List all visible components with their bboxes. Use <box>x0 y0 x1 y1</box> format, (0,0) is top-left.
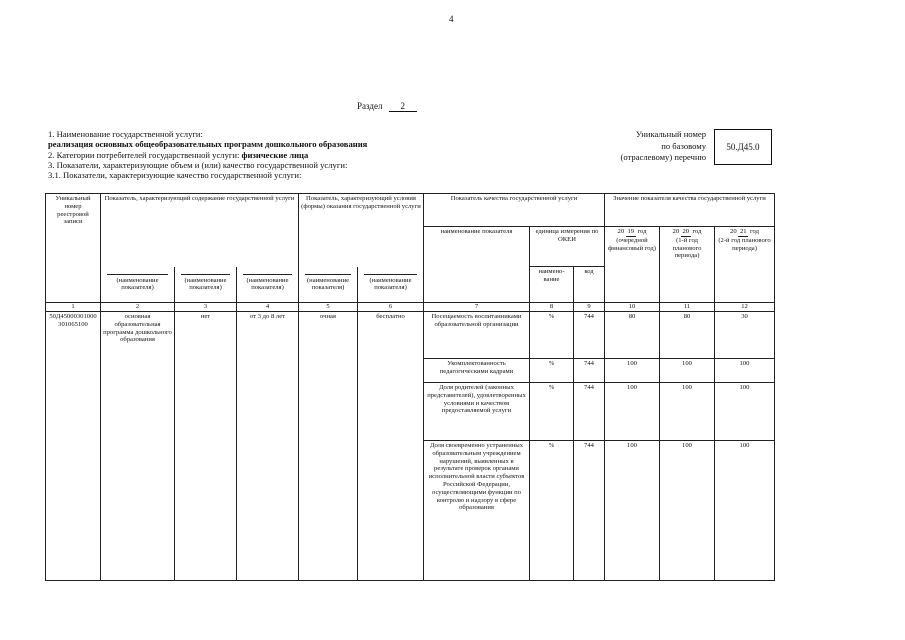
header-sub-indicator <box>358 267 424 303</box>
year-2-caption: (1-й год планового периода) <box>672 236 702 260</box>
column-number: 2 <box>101 303 175 312</box>
section-number: 2 <box>389 101 417 112</box>
column-number: 9 <box>574 303 605 312</box>
consumer-category-label: 2. Категории потребителей государственной услуги: <box>48 149 242 160</box>
header-unit: единица измерения по ОКЕИ <box>530 227 605 267</box>
header-year-1 <box>605 227 660 303</box>
indicator-name: Укомплектованность педагогическими кадрами <box>424 359 530 383</box>
year-3-prefix: 20 <box>730 228 737 235</box>
table-row <box>46 312 775 359</box>
indicator-value-y2: 100 <box>660 383 715 441</box>
page-number: 4 <box>449 14 454 24</box>
header-content-spacer <box>101 227 299 267</box>
year-1-caption: (очередной финансовый год) <box>608 236 656 252</box>
unique-line-1: Уникальный номер <box>635 129 706 139</box>
record-content-1: основная образовательная программа дошкольного образования <box>101 312 175 581</box>
section-heading <box>357 101 417 112</box>
indicator-value-y3: 100 <box>715 441 775 581</box>
column-number: 4 <box>237 303 299 312</box>
header-condition-indicator: Показатель, характеризующий условия (формы) оказания государственной услуги <box>299 194 424 227</box>
indicator-name: Посещаемость воспитанниками образовательной организации <box>424 312 530 359</box>
service-name-value: реализация основных общеобразовательных программ дошкольного образования <box>48 139 368 150</box>
indicator-code: 744 <box>574 383 605 441</box>
year-1-suffix: год <box>637 228 647 235</box>
header-sub-indicator <box>237 267 299 303</box>
unique-line-3: (отраслевому) перечню <box>620 152 706 162</box>
record-code: 50Д45000301000301065100 <box>46 312 101 581</box>
consumer-category-value: физические лица <box>241 149 309 160</box>
indicator-value-y1: 80 <box>605 312 660 359</box>
indicator-unit: % <box>530 441 574 581</box>
indicator-unit: % <box>530 312 574 359</box>
consumer-category-line <box>48 150 367 160</box>
sub-label: (наименование показателя) <box>116 276 159 292</box>
header-indicator-name: наименование показателя <box>424 227 530 303</box>
indicator-code: 744 <box>574 312 605 359</box>
column-number: 3 <box>175 303 237 312</box>
sub-label: (наименование показателя) <box>246 276 289 292</box>
column-number: 6 <box>358 303 424 312</box>
header-sub-indicator <box>101 267 175 303</box>
year-3-suffix: год <box>749 228 759 235</box>
header-quality-value: Значение показателя качества государственной услуги <box>605 194 775 227</box>
year-2-prefix: 20 <box>672 228 680 235</box>
column-number: 1 <box>46 303 101 312</box>
quality-indicators-heading: 3.1. Показатели, характеризующие качество государственной услуги: <box>48 170 302 181</box>
service-name-label: 1. Наименование государственной услуги: <box>48 129 203 139</box>
record-content-2: нет <box>175 312 237 581</box>
header-year-3 <box>715 227 775 303</box>
year-1-prefix: 20 <box>617 228 625 235</box>
indicator-value-y3: 100 <box>715 383 775 441</box>
year-1-value: 19 <box>627 228 635 235</box>
indicator-value-y3: 30 <box>715 312 775 359</box>
record-content-3: от 3 до 8 лет <box>237 312 299 581</box>
indicator-code: 744 <box>574 359 605 383</box>
sub-label: (наименование показателя) <box>184 276 227 292</box>
indicator-value-y3: 100 <box>715 359 775 383</box>
year-3-caption: (2-й год планового периода) <box>718 236 771 252</box>
record-condition-1: очная <box>299 312 358 581</box>
column-number-row <box>46 303 775 312</box>
unique-line-2: по базовому <box>661 140 706 151</box>
indicator-value-y1: 100 <box>605 383 660 441</box>
column-number: 11 <box>660 303 715 312</box>
indicator-value-y2: 100 <box>660 441 715 581</box>
sub-label: (наименование показателя) <box>369 276 412 292</box>
year-2-suffix: год <box>692 228 702 235</box>
header-unit-code: код <box>574 267 605 303</box>
unique-number-label <box>602 129 706 164</box>
column-number: 12 <box>715 303 775 312</box>
indicators-heading: 3. Показатели, характеризующие объем и (или) качество государственной услуги: <box>48 159 348 170</box>
record-condition-2: бесплатно <box>358 312 424 581</box>
indicator-code: 744 <box>574 441 605 581</box>
indicator-value-y2: 100 <box>660 359 715 383</box>
indicator-unit: % <box>530 359 574 383</box>
header-condition-spacer <box>299 227 424 267</box>
indicator-value-y1: 100 <box>605 441 660 581</box>
column-number: 8 <box>530 303 574 312</box>
header-year-2 <box>660 227 715 303</box>
quality-table <box>45 193 775 581</box>
header-unique-number: Уникальный номер реестровой записи <box>46 194 101 303</box>
unique-number-box: 50.Д45.0 <box>714 129 772 165</box>
quality-table-wrapper <box>45 193 775 581</box>
header-sub-indicator <box>299 267 358 303</box>
indicator-unit: % <box>530 383 574 441</box>
sub-label: (наименование показателя) <box>306 276 350 292</box>
indicator-value-y1: 100 <box>605 359 660 383</box>
indicator-name: Доля родителей (законных представителей), удовлетворенных условиями и качеством предоставляемой услуги <box>424 383 530 441</box>
header-content-indicator: Показатель, характеризующий содержание государственной услуги <box>101 194 299 227</box>
column-number: 7 <box>424 303 530 312</box>
column-number: 10 <box>605 303 660 312</box>
indicator-name: Доля своевременно устраненных образовательным учреждением нарушений, выявленных в результате проверок органами исполнительной власти субъектов Российской Федерации, осуществляющими функции по контролю и надзору в сфере образования <box>424 441 530 581</box>
column-number: 5 <box>299 303 358 312</box>
header-quality-indicator: Показатель качества государственной услуги <box>424 194 605 227</box>
year-2-value: 20 <box>682 228 690 235</box>
section-label: Раздел <box>357 101 383 111</box>
year-3-value: 21 <box>739 228 747 235</box>
indicator-value-y2: 80 <box>660 312 715 359</box>
header-sub-indicator <box>175 267 237 303</box>
header-unit-name: наимено-вание <box>530 267 574 303</box>
service-description <box>48 129 367 180</box>
